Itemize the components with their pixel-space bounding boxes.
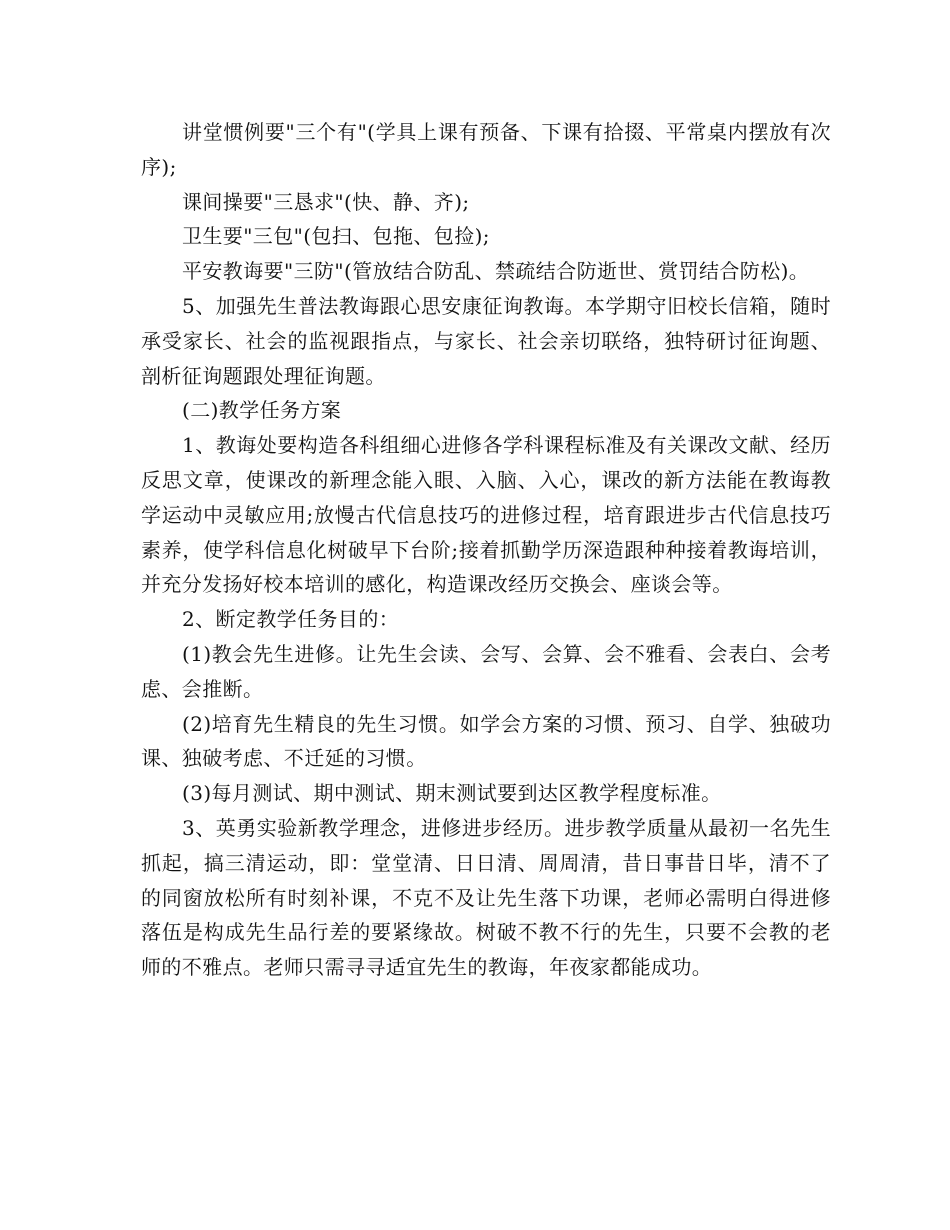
paragraph-safety-rules: 平安教诲要"三防"(管放结合防乱、禁疏结合防逝世、赏罚结合防松)。 bbox=[182, 259, 810, 284]
paragraph-classroom-rules: 讲堂惯例要"三个有"(学具上课有预备、下课有拾掇、平常桌内摆放有次序); bbox=[141, 120, 831, 179]
paragraph-item-1-curriculum-study: 1、教诲处要构造各科组细心进修各学科课程标准及有关课改文献、经历反思文章，使课改的新理念能入眼、入脑、入心，课改的新方法能在教诲教学运动中灵敏应用;放慢古代信息技巧的进修过程，培育跟进步古代信息技巧素养，使学科信息化树破早下台阶;接着抓勤学历深造跟种种接着教诲培训，并充分发扬好校本培训的感化，构造课改经历交换会、座谈会等。 bbox=[141, 433, 831, 597]
section-heading-teaching-plan: (二)教学任务方案 bbox=[182, 398, 342, 423]
paragraph-item-5-legal-education: 5、加强先生普法教诲跟心思安康征询教诲。本学期守旧校长信箱，随时承受家长、社会的监视跟指点，与家长、社会亲切联络，独特研讨征询题、剖析征询题跟处理征询题。 bbox=[141, 293, 831, 388]
paragraph-goal-1: (1)教会先生进修。让先生会读、会写、会算、会不雅看、会表白、会考虑、会推断。 bbox=[141, 641, 831, 701]
document-body bbox=[141, 115, 831, 985]
paragraph-goal-3: (3)每月测试、期中测试、期末测试要到达区教学程度标准。 bbox=[182, 781, 722, 806]
paragraph-item-3-new-teaching-concepts: 3、英勇实验新教学理念，进修进步经历。进步教学质量从最初一名先生抓起，搞三清运动，即：堂堂清、日日清、周周清，昔日事昔日毕，清不了的同窗放松所有时刻补课，不克不及让先生落下功课，老师必需明白得进修落伍是构成先生品行差的要紧缘故。树破不教不行的先生，只要不会教的老师的不雅点。老师只需寻寻适宜先生的教诲，年夜家都能成功。 bbox=[141, 815, 831, 980]
paragraph-exercise-rules: 课间操要"三恳求"(快、静、齐); bbox=[182, 189, 470, 214]
paragraph-goal-2: (2)培育先生精良的先生习惯。如学会方案的习惯、预习、自学、独破功课、独破考虑、不迁延的习惯。 bbox=[141, 711, 831, 771]
paragraph-hygiene-rules: 卫生要"三包"(包扫、包拖、包捡); bbox=[182, 224, 490, 249]
paragraph-item-2-teaching-goals: 2、断定教学任务目的： bbox=[182, 607, 400, 632]
